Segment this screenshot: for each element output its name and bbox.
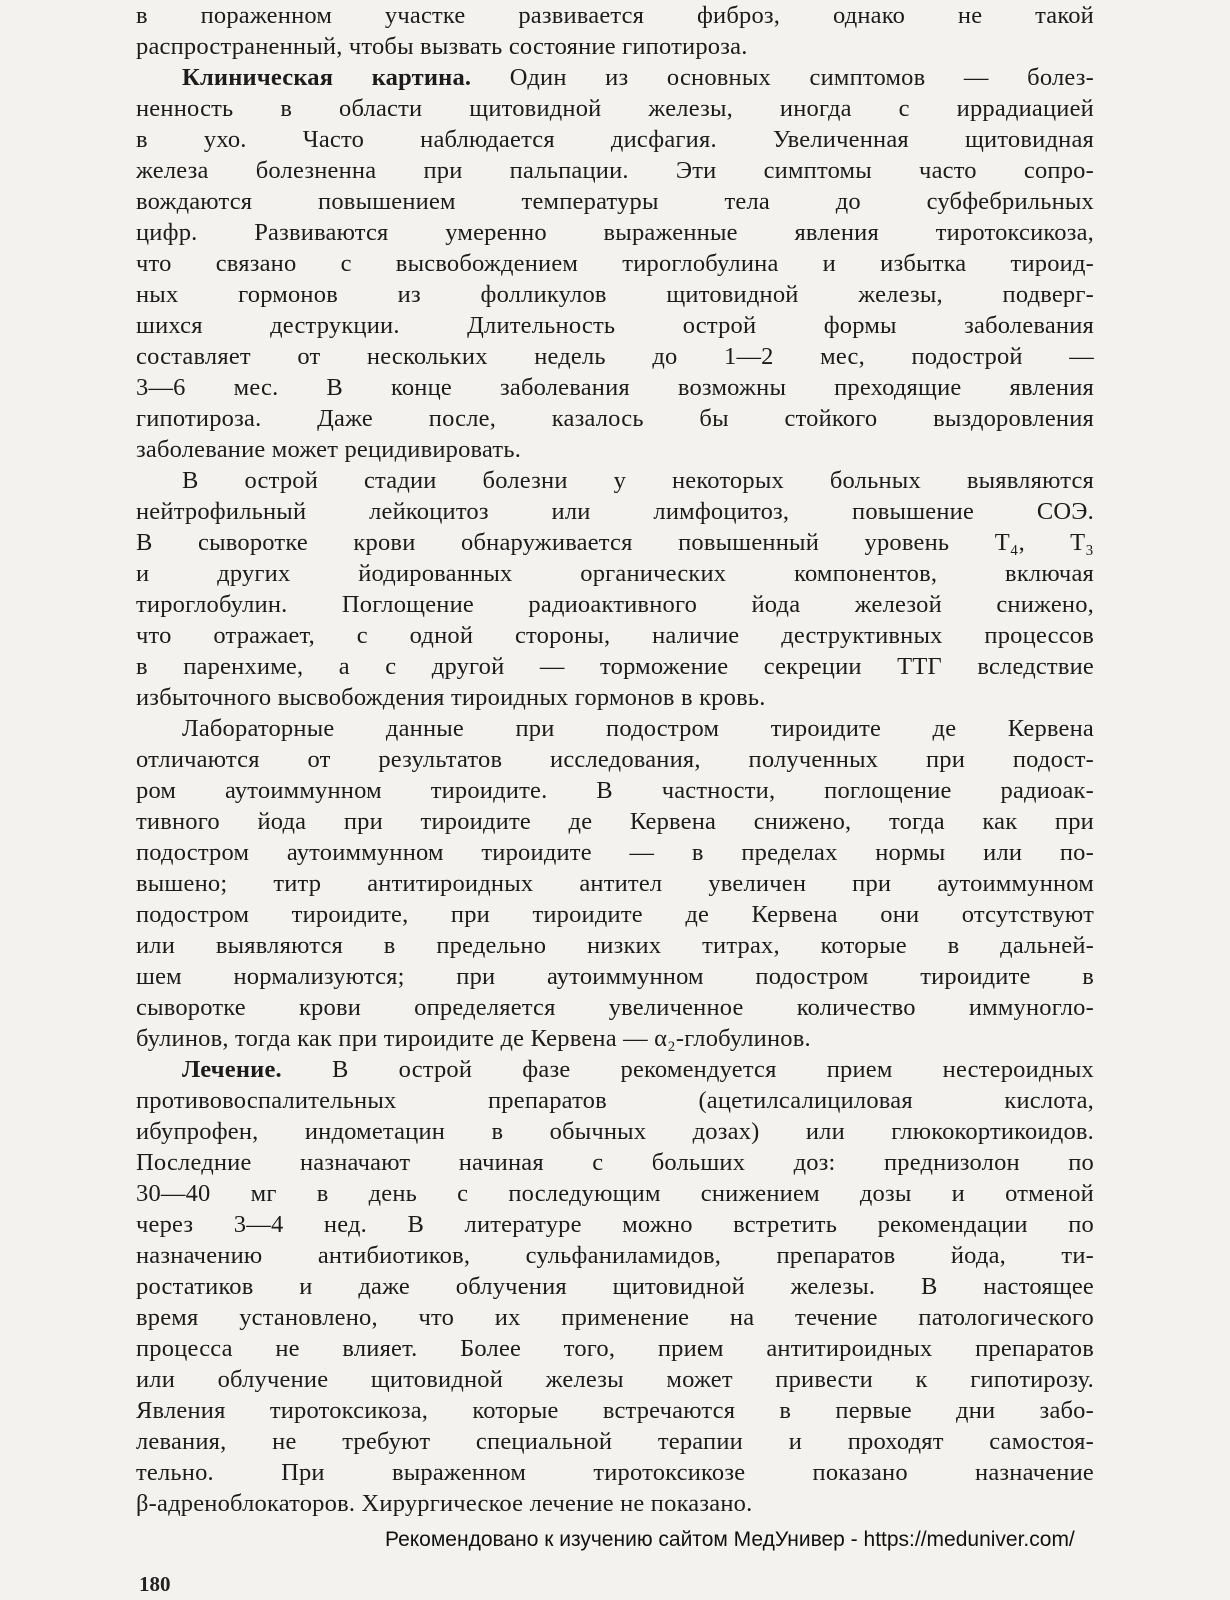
text-line: в пораженном участке развивается фиброз, однако не такой [136,2,1094,29]
text-line: В острой стадии болезни у некоторых больных выявляются [182,467,1094,494]
text-line: и других йодированных органических компонентов, включая [136,560,1094,587]
text-line: 30—40 мг в день с последующим снижением дозы и отменой [136,1180,1094,1207]
text-line: или выявляются в предельно низких титрах, которые в дальней- [136,932,1094,959]
text-line: заболевание может рецидивировать. [136,436,522,463]
text-line: сыворотке крови определяется увеличенное количество иммуногло- [136,994,1094,1021]
text-line: нейтрофильный лейкоцитоз или лимфоцитоз, повышение СОЭ. [136,498,1094,525]
page-number: 180 [139,1572,171,1596]
text-line: Лабораторные данные при подостром тироидите де Кервена [182,715,1094,742]
text-line: ненность в области щитовидной железы, иногда с иррадиацией [136,95,1094,122]
text-line: булинов, тогда как при тироидите де Кервена — α₂-глобулинов. [136,1025,811,1052]
text-line: вышено; титр антитироидных антител увеличен при аутоиммунном [136,870,1094,897]
text-line: 3—6 мес. В конце заболевания возможны преходящие явления [136,374,1094,401]
text-line: Последние назначают начиная с больших доз: преднизолон по [136,1149,1094,1176]
section-heading: Клиническая картина. [182,64,472,91]
text-line: В сыворотке крови обнаруживается повышенный уровень T₄, T₃ [136,529,1094,556]
paragraph [136,713,1094,1054]
text-line: левания, не требуют специальной терапии и проходят самостоя- [136,1428,1094,1455]
paragraph [136,465,1094,713]
text-line: противовоспалительных препаратов (ацетилсалициловая кислота, [136,1087,1094,1114]
text-line: железа болезненна при пальпации. Эти симптомы часто сопро- [136,157,1094,184]
text-line: процесса не влияет. Более того, прием антитироидных препаратов [136,1335,1094,1362]
paragraph-treatment [136,1054,1094,1519]
text-line: тивного йода при тироидите де Кервена снижено, тогда как при [136,808,1094,835]
text-line: цифр. Развиваются умеренно выраженные явления тиротоксикоза, [136,219,1094,246]
text-line: что отражает, с одной стороны, наличие деструктивных процессов [136,622,1094,649]
text-line: ростатиков и даже облучения щитовидной железы. В настоящее [136,1273,1094,1300]
text-line [136,62,1094,93]
text-line: или облучение щитовидной железы может привести к гипотирозу. [136,1366,1094,1393]
text-line: в паренхиме, а с другой — торможение секреции ТТГ вследствие [136,653,1094,680]
text-run: Один из основных симптомов — болез- [471,64,1094,91]
paragraph-clinical-picture [136,62,1094,465]
text-line [136,1054,1094,1085]
text-line: составляет от нескольких недель до 1—2 мес, подострой — [136,343,1094,370]
text-run: В острой фазе рекомендуется прием нестероидных [281,1056,1094,1083]
section-heading: Лечение. [182,1056,282,1083]
paragraph [136,0,1094,62]
text-line: шем нормализуются; при аутоиммунном подостром тироидите в [136,963,1094,990]
text-line: подостром аутоиммунном тироидите — в пределах нормы или по- [136,839,1094,866]
text-line: ром аутоиммунном тироидите. В частности, поглощение радиоак- [136,777,1094,804]
text-line: что связано с высвобождением тироглобулина и избытка тироид- [136,250,1094,277]
text-line: ибупрофен, индометацин в обычных дозах) или глюкокортикоидов. [136,1118,1094,1145]
text-line: Явления тиротоксикоза, которые встречаются в первые дни забо- [136,1397,1094,1424]
page-body [136,0,1094,1519]
text-line: гипотироза. Даже после, казалось бы стойкого выздоровления [136,405,1094,432]
text-line: подостром тироидите, при тироидите де Кервена они отсутствуют [136,901,1094,928]
text-line: через 3—4 нед. В литературе можно встретить рекомендации по [136,1211,1094,1238]
text-line: избыточного высвобождения тироидных гормонов в кровь. [136,684,766,711]
text-line: β-адреноблокаторов. Хирургическое лечение не показано. [136,1490,753,1517]
text-line: вождаются повышением температуры тела до субфебрильных [136,188,1094,215]
text-line: отличаются от результатов исследования, полученных при подост- [136,746,1094,773]
text-line: ных гормонов из фолликулов щитовидной железы, подверг- [136,281,1094,308]
text-line: распространенный, чтобы вызвать состояние гипотироза. [136,33,748,60]
text-line: шихся деструкции. Длительность острой формы заболевания [136,312,1094,339]
text-line: в ухо. Часто наблюдается дисфагия. Увеличенная щитовидная [136,126,1094,153]
text-line: время установлено, что их применение на течение патологического [136,1304,1094,1331]
text-line: тельно. При выраженном тиротоксикозе показано назначение [136,1459,1094,1486]
text-line: назначению антибиотиков, сульфаниламидов, препаратов йода, ти- [136,1242,1094,1269]
text-line: тироглобулин. Поглощение радиоактивного йода железой снижено, [136,591,1094,618]
source-link-text[interactable]: Рекомендовано к изучению сайтом МедУнивер - https://meduniver.com/ [385,1528,1075,1551]
